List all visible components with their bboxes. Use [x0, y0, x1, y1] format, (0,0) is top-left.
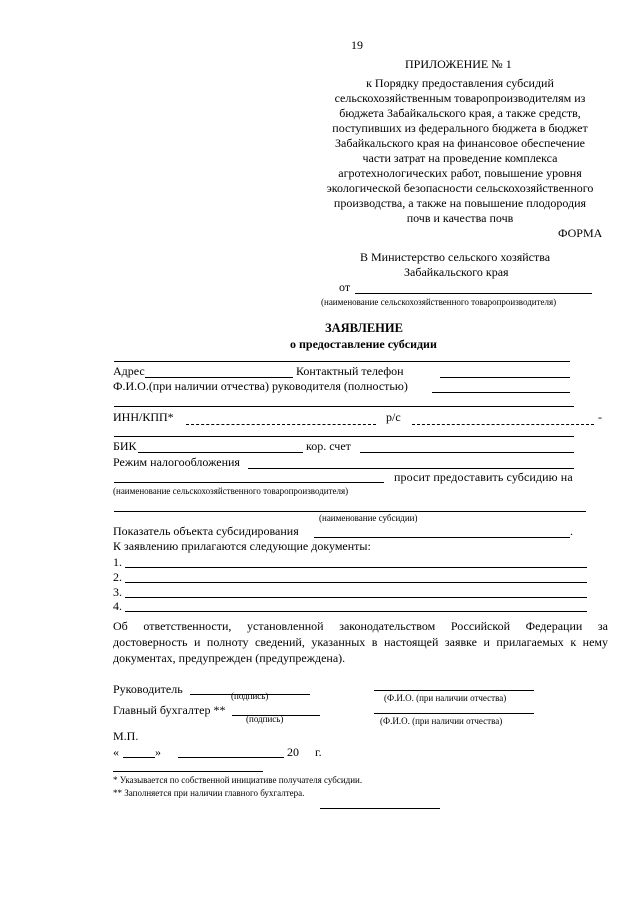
appendix-line: части затрат на проведение комплекса [362, 151, 558, 165]
date-month-line[interactable] [178, 757, 284, 758]
appendix-line: почв и качества почв [406, 211, 514, 225]
document-input-line[interactable] [125, 567, 587, 568]
appendix-line: агротехнологических работ, повышение уровня [338, 166, 582, 180]
date-day-line[interactable] [123, 757, 155, 758]
document-input-line[interactable] [125, 611, 587, 612]
head-fio-input-line[interactable] [432, 392, 570, 393]
appendix-line: Забайкальского края на финансовое обеспечение [335, 136, 585, 150]
head-fio-input-line-2[interactable] [114, 406, 574, 407]
document-number: 2. [113, 570, 122, 584]
accountant-fio-line[interactable] [374, 713, 534, 714]
date-open-quote: « [113, 745, 119, 759]
end-line [320, 808, 440, 809]
responsibility-text: Об ответственности, установленной законодательством Российской Федерации за достоверность и полноту сведений, указанных в настоящей заявке и прилагаемых к нему документах, предупрежден (предупреждена). [113, 619, 608, 665]
head-signature-caption: (подпись) [231, 691, 269, 701]
inn-input-line[interactable] [186, 424, 376, 425]
blank-line [114, 436, 574, 437]
appendix-description [300, 76, 620, 226]
documents-label: К заявлению прилагаются следующие документы: [113, 539, 371, 553]
footnote-separator [113, 771, 263, 772]
phone-label: Контактный телефон [296, 364, 404, 378]
form-label: ФОРМА [558, 226, 603, 240]
rs-input-line[interactable] [412, 424, 594, 425]
producer-caption: (наименование сельскохозяйственного товаропроизводителя) [113, 486, 349, 496]
accountant-label: Главный бухгалтер ** [113, 703, 226, 717]
appendix-line: к Порядку предоставления субсидий [366, 76, 554, 90]
appendix-line: экологической безопасности сельскохозяйственного [326, 181, 594, 195]
subsidy-caption: (наименование субсидии) [319, 513, 418, 523]
year-end: г. [315, 745, 322, 759]
head-fio-sign-line[interactable] [374, 690, 534, 691]
address-label: Адрес [113, 364, 145, 378]
document-number: 4. [113, 599, 122, 613]
accountant-signature-caption: (подпись) [246, 714, 284, 724]
indicator-end: . [570, 524, 573, 538]
footnote: * Указывается по собственной инициативе получателя субсидии. [113, 775, 363, 785]
tax-label: Режим налогообложения [113, 455, 240, 469]
page-number: 19 [351, 38, 363, 52]
indicator-input-line[interactable] [314, 537, 570, 538]
accountant-fio-caption: (Ф.И.О. (при наличии отчества) [380, 716, 503, 726]
document-number: 3. [113, 585, 122, 599]
from-label: от [339, 280, 351, 294]
statement-title: ЗАЯВЛЕНИЕ [325, 321, 403, 335]
appendix-line: производства, а также на повышение плодородия [333, 196, 587, 210]
head-sign-label: Руководитель [113, 682, 183, 696]
statement-subtitle: о предоставление субсидии [290, 337, 437, 351]
date-close-quote: » [155, 745, 161, 759]
appendix-title: ПРИЛОЖЕНИЕ № 1 [405, 57, 512, 71]
appendix-line: сельскохозяйственным товаропроизводителям из [334, 91, 586, 105]
addressee-line1: В Министерство сельского хозяйства [360, 250, 551, 264]
document-input-line[interactable] [125, 597, 587, 598]
tax-input-line[interactable] [248, 468, 574, 469]
rs-dash: - [598, 410, 602, 424]
bik-input-line[interactable] [138, 452, 303, 453]
from-caption: (наименование сельскохозяйственного товаропроизводителя) [321, 297, 557, 307]
footnote: ** Заполняется при наличии главного бухгалтера. [113, 788, 305, 798]
address-input-line[interactable] [145, 377, 293, 378]
rs-label: р/с [386, 410, 401, 424]
phone-input-line[interactable] [440, 377, 570, 378]
inn-label: ИНН/КПП* [113, 410, 174, 424]
subsidy-input-line[interactable] [114, 511, 586, 512]
requests-text: просит предоставить субсидию на [394, 470, 573, 484]
indicator-label: Показатель объекта субсидирования [113, 524, 299, 538]
document-input-line[interactable] [125, 582, 587, 583]
blank-line [114, 361, 570, 362]
kor-label: кор. счет [306, 439, 351, 453]
year-prefix: 20 [287, 745, 299, 759]
bik-label: БИК [113, 439, 137, 453]
appendix-line: поступивших из федерального бюджета в бюджет [332, 121, 588, 135]
document-number: 1. [113, 555, 122, 569]
head-fio-caption: (Ф.И.О. (при наличии отчества) [384, 693, 507, 703]
from-input-line[interactable] [355, 293, 592, 294]
head-fio-label: Ф.И.О.(при наличии отчества) руководителя (полностью) [113, 379, 408, 393]
addressee-line2: Забайкальского края [404, 265, 509, 279]
stamp-label: М.П. [113, 729, 139, 743]
producer-input-line[interactable] [114, 482, 384, 483]
kor-input-line[interactable] [360, 452, 574, 453]
appendix-line: бюджета Забайкальского края, а также средств, [339, 106, 581, 120]
